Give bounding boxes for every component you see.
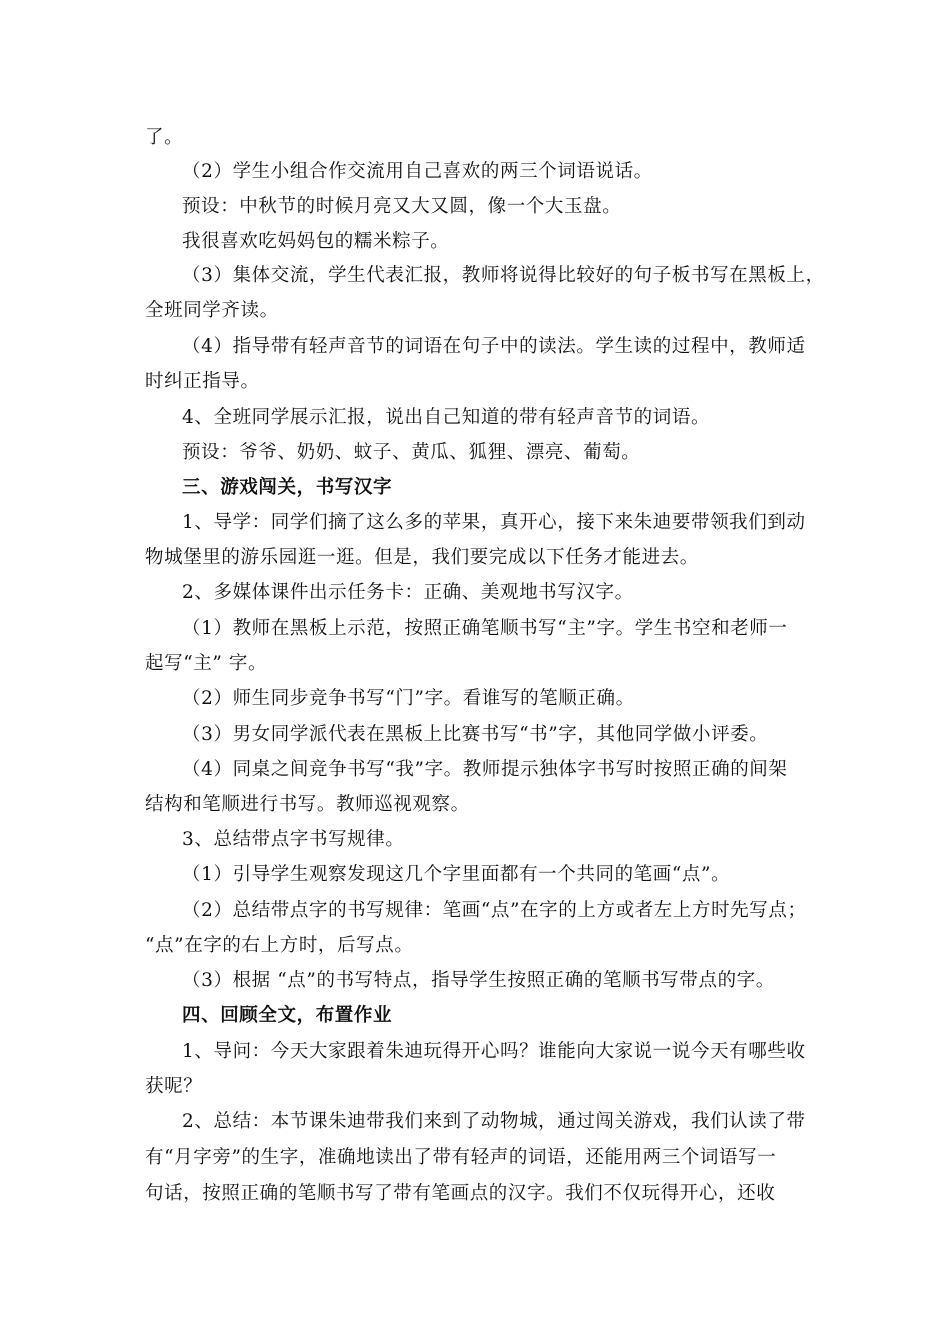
paragraph-line: （2）总结带点字的书写规律：笔画“点”在字的上方或者左上方时先写点； — [182, 900, 807, 921]
paragraph-line: 获呢？ — [145, 1076, 203, 1097]
paragraph-line: 句话，按照正确的笔顺书写了带有笔画点的汉字。我们不仅玩得开心，还收 — [145, 1183, 776, 1204]
paragraph-line: 全班同学齐读。 — [145, 300, 279, 321]
paragraph-line: 1、导学：同学们摘了这么多的苹果，真开心，接下来朱迪要带领我们到动 — [182, 512, 806, 533]
paragraph-line: 预设：中秋节的时候月亮又大又圆，像一个大玉盘。 — [182, 196, 622, 217]
paragraph-line: （2）学生小组合作交流用自己喜欢的两三个词语说话。 — [182, 161, 653, 182]
paragraph-line: （1）教师在黑板上示范，按照正确笔顺书写“主”字。学生书空和老师一 — [182, 618, 788, 639]
section-heading: 三、游戏闯关，书写汉字 — [182, 477, 393, 498]
paragraph-line: 有“月字旁”的生字，准确地读出了带有轻声的词语，还能用两三个词语写一 — [145, 1147, 777, 1168]
paragraph-line: 物城堡里的游乐园逛一逛。但是，我们要完成以下任务才能进去。 — [145, 547, 699, 568]
paragraph-line: （1）引导学生观察发现这几个字里面都有一个共同的笔画“点”。 — [182, 864, 731, 885]
paragraph-line: 了。 — [145, 127, 184, 148]
paragraph-line: （4）同桌之间竞争书写“我”字。教师提示独体字书写时按照正确的间架 — [182, 759, 788, 780]
paragraph-line: 2、多媒体课件出示任务卡：正确、美观地书写汉字。 — [182, 582, 634, 603]
paragraph-line: （3）根据 “点”的书写特点，指导学生按照正确的笔顺书写带点的字。 — [182, 970, 775, 991]
section-heading: 四、回顾全文，布置作业 — [182, 1005, 393, 1026]
paragraph-line: 时纠正指导。 — [145, 371, 260, 392]
paragraph-line: 4、全班同学展示汇报，说出自己知道的带有轻声音节的词语。 — [182, 407, 711, 428]
paragraph-line: 预设：爷爷、奶奶、蚊子、黄瓜、狐狸、漂亮、葡萄。 — [182, 442, 641, 463]
paragraph-line: （4）指导带有轻声音节的词语在句子中的读法。学生读的过程中，教师适 — [182, 336, 806, 357]
paragraph-line: 结构和笔顺进行书写。教师巡视观察。 — [145, 794, 470, 815]
paragraph-line: 我很喜欢吃妈妈包的糯米粽子。 — [182, 231, 450, 252]
paragraph-line: （3）男女同学派代表在黑板上比赛书写“书”字，其他同学做小评委。 — [182, 724, 769, 745]
paragraph-line: （2）师生同步竞争书写“门”字。看谁写的笔顺正确。 — [182, 688, 635, 709]
paragraph-line: （3）集体交流，学生代表汇报，教师将说得比较好的句子板书写在黑板上， — [182, 265, 825, 286]
paragraph-line: “点”在字的右上方时，后写点。 — [145, 935, 414, 956]
paragraph-line: 1、导问：今天大家跟着朱迪玩得开心吗？谁能向大家说一说今天有哪些收 — [182, 1041, 806, 1062]
paragraph-line: 3、总结带点字书写规律。 — [182, 829, 405, 850]
paragraph-line: 起写“主” 字。 — [145, 653, 268, 674]
paragraph-line: 2、总结：本节课朱迪带我们来到了动物城，通过闯关游戏，我们认读了带 — [182, 1111, 806, 1132]
